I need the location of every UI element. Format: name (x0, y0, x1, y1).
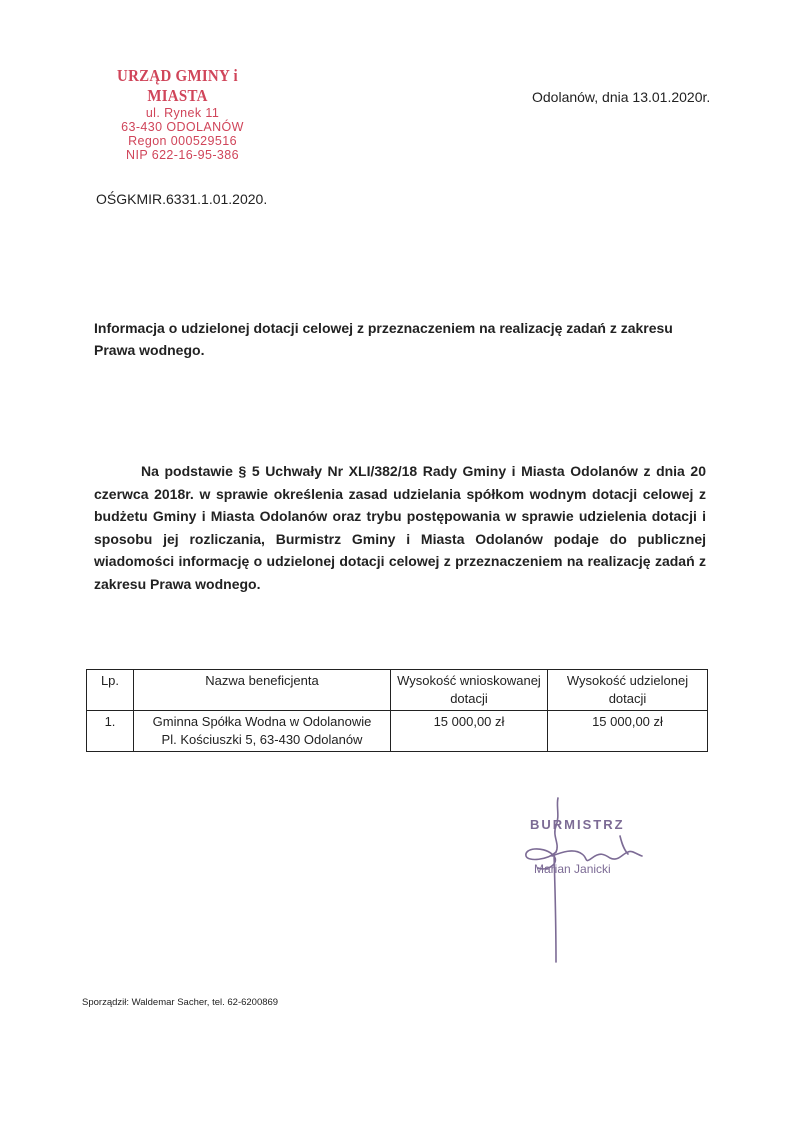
cell-beneficiary (134, 711, 391, 752)
beneficiary-address: Pl. Kościuszki 5, 63-430 Odolanów (161, 732, 363, 747)
signature-title: BURMISTRZ (530, 817, 625, 832)
stamp-nip: NIP 622-16-95-386 (126, 148, 239, 162)
beneficiary-name: Gminna Spółka Wodna w Odolanowie (152, 714, 372, 729)
stamp-street: ul. Rynek 11 (145, 106, 220, 120)
grant-table (86, 669, 708, 752)
signature-name: Marian Janicki (534, 862, 611, 876)
cell-granted: 15 000,00 zł (548, 711, 708, 752)
stamp-title: URZĄD GMINY i MIASTA (117, 66, 238, 105)
document-date: Odolanów, dnia 13.01.2020r. (532, 89, 711, 105)
cell-lp: 1. (87, 711, 134, 752)
table-row (87, 711, 708, 752)
stamp-regon: Regon 000529516 (128, 134, 237, 148)
body-text: Na podstawie § 5 Uchwały Nr XLI/382/18 Rady Gminy i Miasta Odolanów z dnia 20 czerwca 2018r. w sprawie określenia zasad udzielania spółkom wodnym dotacji celowej z budżetu Gminy i Miasta Odolanów oraz trybu postępowania w sprawie udzielenia dotacji i sposobu jej rozliczania, Burmistrz Gminy i Miasta Odolanów podaje do publicznej wiadomości informację o udzielonej dotacji celowej z przeznaczeniem na realizację zadań z zakresu Prawa wodnego. (94, 463, 706, 592)
table-header-row (87, 670, 708, 711)
header-requested: Wysokość wnioskowanej dotacji (391, 670, 548, 711)
header-beneficiary: Nazwa beneficjenta (134, 670, 391, 711)
prepared-by-footer: Sporządził: Waldemar Sacher, tel. 62-6200869 (82, 997, 279, 1008)
body-paragraph (94, 460, 706, 595)
header-lp: Lp. (87, 670, 134, 711)
document-subject: Informacja o udzielonej dotacji celowej z przeznaczeniem na realizację zadań z zakresu Prawa wodnego. (94, 320, 673, 358)
header-granted: Wysokość udzielonej dotacji (548, 670, 708, 711)
cell-requested: 15 000,00 zł (391, 711, 548, 752)
stamp-postal: 63-430 ODOLANÓW (121, 120, 244, 134)
office-stamp (100, 66, 265, 162)
reference-number: OŚGKMIR.6331.1.01.2020. (96, 191, 268, 207)
